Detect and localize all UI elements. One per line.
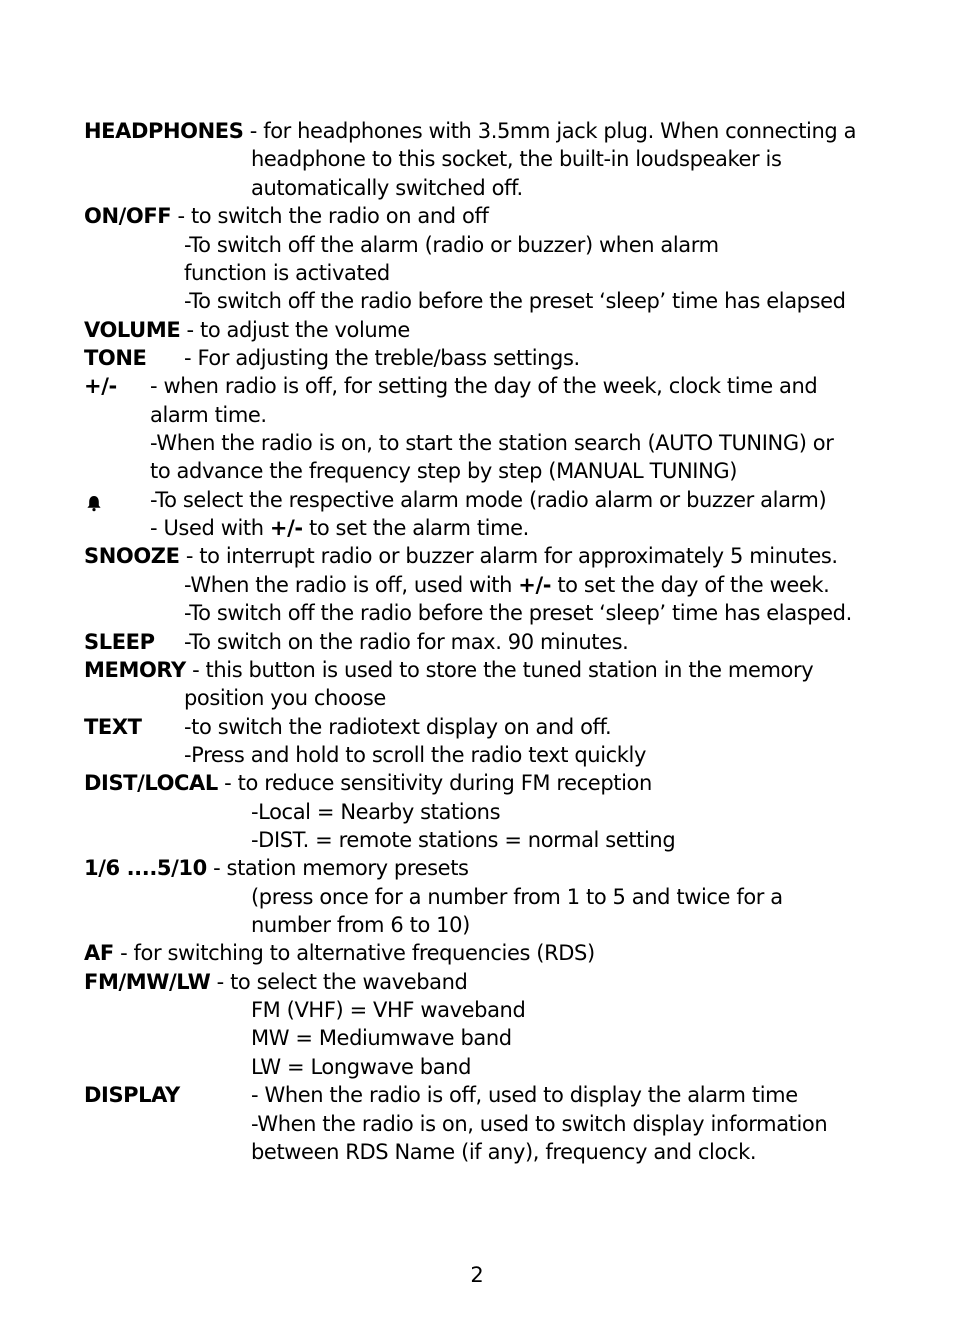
plusminus-cont2: -When the radio is on, to start the station search (AUTO TUNING) or — [150, 431, 834, 455]
volume-term: VOLUME — [84, 318, 181, 342]
snooze-cont1-pre: -When the radio is off, used with — [184, 573, 519, 597]
sleep-term: SLEEP — [84, 630, 155, 654]
waveband-cont3: LW = Longwave band — [251, 1055, 472, 1079]
sleep-term-line — [84, 628, 155, 656]
snooze-cont1-line — [184, 571, 829, 599]
onoff-desc: - to switch the radio on and off — [171, 204, 489, 228]
snooze-line — [84, 542, 838, 570]
memory-cont1: position you choose — [184, 686, 386, 710]
onoff-cont3: -To switch off the radio before the preset ‘sleep’ time has elapsed — [184, 289, 846, 313]
distlocal-cont2: -DIST. = remote stations = normal setting — [251, 828, 676, 852]
plusminus-cont3: to advance the frequency step by step (MANUAL TUNING) — [150, 459, 738, 483]
alarm-desc: -To select the respective alarm mode (radio alarm or buzzer alarm) — [150, 488, 827, 512]
distlocal-line — [84, 769, 652, 797]
headphones-line — [84, 117, 856, 145]
presets-cont2: number from 6 to 10) — [251, 913, 470, 937]
onoff-cont1: -To switch off the alarm (radio or buzzer) when alarm — [184, 233, 719, 257]
af-line — [84, 939, 595, 967]
page-number: 2 — [470, 1263, 484, 1287]
display-desc: - When the radio is off, used to display the alarm time — [251, 1083, 798, 1107]
tone-desc: - For adjusting the treble/bass settings. — [184, 346, 580, 370]
snooze-cont1-bold: +/- — [518, 573, 552, 597]
display-cont2: between RDS Name (if any), frequency and clock. — [251, 1140, 757, 1164]
af-term: AF — [84, 941, 114, 965]
alarm-cont-pre: - Used with — [150, 516, 270, 540]
display-term-line — [84, 1081, 180, 1109]
plusminus-term-line — [84, 372, 117, 400]
headphones-cont2: automatically switched off. — [251, 176, 523, 200]
waveband-line — [84, 968, 467, 996]
display-cont1: -When the radio is on, used to switch display information — [251, 1112, 828, 1136]
distlocal-desc: - to reduce sensitivity during FM reception — [217, 771, 652, 795]
headphones-desc: - for headphones with 3.5mm jack plug. When connecting a — [243, 119, 857, 143]
tone-term-line — [84, 344, 147, 372]
headphones-cont1: headphone to this socket, the built-in loudspeaker is — [251, 147, 782, 171]
waveband-cont2: MW = Mediumwave band — [251, 1026, 512, 1050]
waveband-cont1: FM (VHF) = VHF waveband — [251, 998, 526, 1022]
alarm-cont-bold: +/- — [269, 516, 303, 540]
snooze-cont2: -To switch off the radio before the preset ‘sleep’ time has elasped. — [184, 601, 852, 625]
snooze-cont1-post: to set the day of the week. — [551, 573, 830, 597]
alarm-cont-line — [150, 514, 529, 542]
memory-desc: - this button is used to store the tuned station in the memory — [185, 658, 814, 682]
text-term-line — [84, 713, 142, 741]
onoff-line — [84, 202, 488, 230]
snooze-desc: - to interrupt radio or buzzer alarm for approximately 5 minutes. — [179, 544, 838, 568]
plusminus-desc: - when radio is off, for setting the day of the week, clock time and — [150, 374, 818, 398]
snooze-term: SNOOZE — [84, 544, 180, 568]
memory-term: MEMORY — [84, 658, 186, 682]
volume-desc: - to adjust the volume — [180, 318, 410, 342]
display-term: DISPLAY — [84, 1083, 180, 1107]
headphones-term: HEADPHONES — [84, 119, 244, 143]
onoff-term: ON/OFF — [84, 204, 172, 228]
text-term: TEXT — [84, 715, 142, 739]
alarm-cont-post: to set the alarm time. — [302, 516, 529, 540]
plusminus-term: +/- — [84, 374, 117, 398]
distlocal-cont1: -Local = Nearby stations — [251, 800, 501, 824]
sleep-desc: -To switch on the radio for max. 90 minutes. — [184, 630, 629, 654]
distlocal-term: DIST/LOCAL — [84, 771, 218, 795]
presets-term: 1/6 ....5/10 — [84, 856, 207, 880]
text-desc: -to switch the radiotext display on and off. — [184, 715, 612, 739]
waveband-term: FM/MW/LW — [84, 970, 211, 994]
text-cont1: -Press and hold to scroll the radio text quickly — [184, 743, 647, 767]
onoff-cont2: function is activated — [184, 261, 390, 285]
plusminus-cont1: alarm time. — [150, 403, 267, 427]
volume-line — [84, 316, 410, 344]
af-desc: - for switching to alternative frequencies (RDS) — [113, 941, 595, 965]
bell-icon — [85, 494, 103, 512]
presets-desc: - station memory presets — [206, 856, 469, 880]
tone-term: TONE — [84, 346, 147, 370]
presets-cont1: (press once for a number from 1 to 5 and twice for a — [251, 885, 783, 909]
waveband-desc: - to select the waveband — [210, 970, 468, 994]
presets-line — [84, 854, 469, 882]
memory-line — [84, 656, 813, 684]
